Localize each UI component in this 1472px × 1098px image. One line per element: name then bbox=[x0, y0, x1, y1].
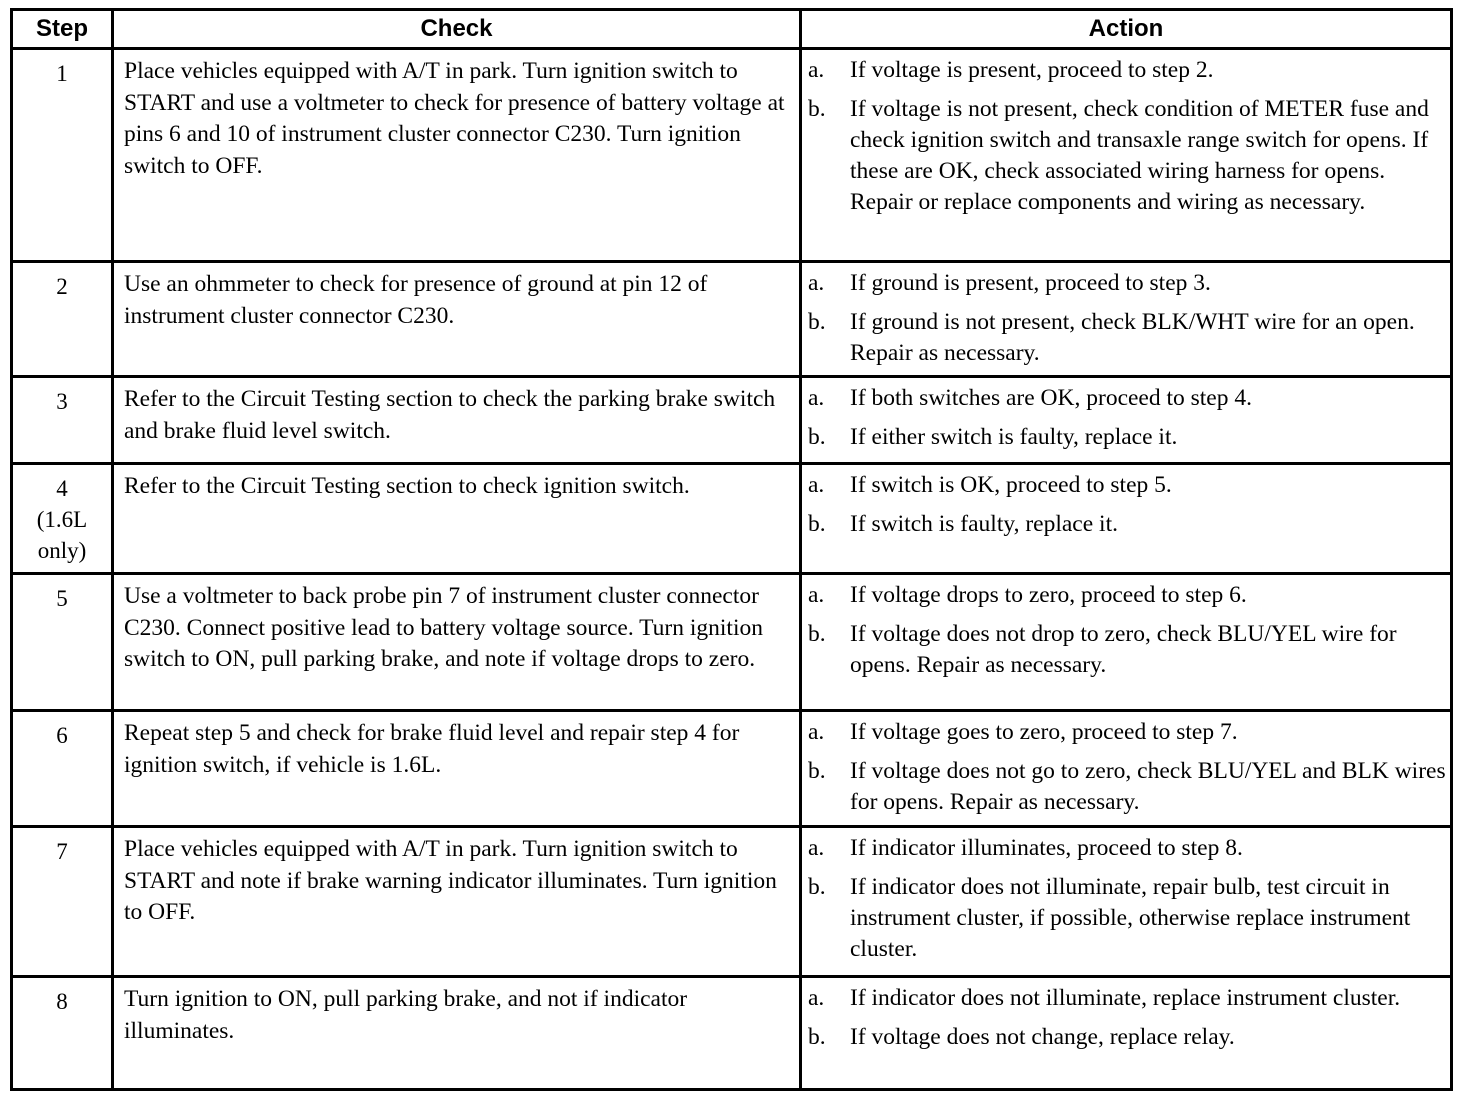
action-text: If voltage drops to zero, proceed to step 6. bbox=[850, 582, 1247, 608]
action-letter: b. bbox=[808, 511, 826, 537]
action-text: If voltage does not change, replace relay. bbox=[850, 1024, 1235, 1050]
action-item bbox=[808, 756, 1446, 818]
action-item bbox=[808, 983, 1446, 1014]
action-letter: b. bbox=[808, 621, 826, 647]
action-item bbox=[808, 717, 1446, 748]
action-text: If voltage is not present, check condition of METER fuse and check ignition switch and transaxle range switch for opens. If these are OK, check associated wiring harness for opens. Repair or replace components and wiring as necessary. bbox=[850, 96, 1429, 215]
action-item bbox=[808, 619, 1446, 681]
step-number: 4 (1.6L only) bbox=[12, 464, 113, 574]
action-text: If voltage does not go to zero, check BLU/YEL and BLK wires for opens. Repair as necessary. bbox=[850, 758, 1446, 815]
diagnostic-procedure-table bbox=[10, 8, 1453, 1091]
header-row bbox=[12, 10, 1452, 49]
table-row bbox=[12, 977, 1452, 1090]
action-letter: b. bbox=[808, 874, 826, 900]
action-item bbox=[808, 422, 1446, 453]
action-text: If either switch is faulty, replace it. bbox=[850, 424, 1178, 450]
check-text: Place vehicles equipped with A/T in park. Turn ignition switch to START and use a voltmeter to check for presence of battery voltage at pins 6 and 10 of instrument cluster connector C230. Turn ignition switch to OFF. bbox=[113, 49, 801, 262]
action-item bbox=[808, 509, 1446, 540]
action-text: If ground is present, proceed to step 3. bbox=[850, 270, 1211, 296]
check-text: Refer to the Circuit Testing section to check the parking brake switch and brake fluid level switch. bbox=[113, 377, 801, 464]
header-step: Step bbox=[12, 10, 113, 49]
table-row bbox=[12, 377, 1452, 464]
table-body bbox=[12, 49, 1452, 1090]
action-text: If voltage is present, proceed to step 2. bbox=[850, 57, 1214, 83]
action-letter: a. bbox=[808, 385, 825, 411]
step-number: 2 bbox=[12, 262, 113, 377]
action-letter: a. bbox=[808, 985, 825, 1011]
action-text: If voltage does not drop to zero, check BLU/YEL wire for opens. Repair as necessary. bbox=[850, 621, 1397, 678]
action-text: If switch is OK, proceed to step 5. bbox=[850, 472, 1172, 498]
table-row bbox=[12, 464, 1452, 574]
action-cell bbox=[801, 574, 1452, 711]
action-text: If both switches are OK, proceed to step 4. bbox=[850, 385, 1252, 411]
check-text: Place vehicles equipped with A/T in park. Turn ignition switch to START and note if brake warning indicator illuminates. Turn ignition to OFF. bbox=[113, 827, 801, 977]
action-text: If ground is not present, check BLK/WHT wire for an open. Repair as necessary. bbox=[850, 309, 1415, 366]
action-letter: a. bbox=[808, 835, 825, 861]
header-action: Action bbox=[801, 10, 1452, 49]
check-text: Repeat step 5 and check for brake fluid level and repair step 4 for ignition switch, if vehicle is 1.6L. bbox=[113, 711, 801, 827]
table-header bbox=[12, 10, 1452, 49]
action-letter: a. bbox=[808, 719, 825, 745]
action-cell bbox=[801, 49, 1452, 262]
action-item bbox=[808, 580, 1446, 611]
table-row bbox=[12, 262, 1452, 377]
check-text: Refer to the Circuit Testing section to check ignition switch. bbox=[113, 464, 801, 574]
step-number: 7 bbox=[12, 827, 113, 977]
action-text: If indicator does not illuminate, replace instrument cluster. bbox=[850, 985, 1401, 1011]
table-row bbox=[12, 827, 1452, 977]
header-check: Check bbox=[113, 10, 801, 49]
action-letter: b. bbox=[808, 1024, 826, 1050]
action-letter: b. bbox=[808, 309, 826, 335]
action-text: If voltage goes to zero, proceed to step 7. bbox=[850, 719, 1238, 745]
action-item bbox=[808, 872, 1446, 965]
check-text: Use an ohmmeter to check for presence of ground at pin 12 of instrument cluster connector C230. bbox=[113, 262, 801, 377]
action-item bbox=[808, 55, 1446, 86]
action-cell bbox=[801, 377, 1452, 464]
action-letter: b. bbox=[808, 758, 826, 784]
action-cell bbox=[801, 827, 1452, 977]
step-number: 8 bbox=[12, 977, 113, 1090]
step-number: 6 bbox=[12, 711, 113, 827]
action-letter: b. bbox=[808, 96, 826, 122]
table-row bbox=[12, 574, 1452, 711]
step-number: 3 bbox=[12, 377, 113, 464]
action-cell bbox=[801, 977, 1452, 1090]
table-row bbox=[12, 49, 1452, 262]
action-text: If indicator does not illuminate, repair bulb, test circuit in instrument cluster, if possible, otherwise replace instrument cluster. bbox=[850, 874, 1411, 962]
action-text: If indicator illuminates, proceed to step 8. bbox=[850, 835, 1243, 861]
check-text: Turn ignition to ON, pull parking brake, and not if indicator illuminates. bbox=[113, 977, 801, 1090]
action-item bbox=[808, 833, 1446, 864]
action-letter: b. bbox=[808, 424, 826, 450]
action-cell bbox=[801, 711, 1452, 827]
check-text: Use a voltmeter to back probe pin 7 of instrument cluster connector C230. Connect positive lead to battery voltage source. Turn ignition switch to ON, pull parking brake, and note if voltage drops to zero. bbox=[113, 574, 801, 711]
action-letter: a. bbox=[808, 582, 825, 608]
action-letter: a. bbox=[808, 270, 825, 296]
step-number: 5 bbox=[12, 574, 113, 711]
action-item bbox=[808, 94, 1446, 218]
step-number: 1 bbox=[12, 49, 113, 262]
action-item bbox=[808, 470, 1446, 501]
action-item bbox=[808, 1022, 1446, 1053]
action-cell bbox=[801, 262, 1452, 377]
action-item bbox=[808, 307, 1446, 369]
action-item bbox=[808, 268, 1446, 299]
table-row bbox=[12, 711, 1452, 827]
action-letter: a. bbox=[808, 472, 825, 498]
action-cell bbox=[801, 464, 1452, 574]
action-item bbox=[808, 383, 1446, 414]
action-text: If switch is faulty, replace it. bbox=[850, 511, 1118, 537]
action-letter: a. bbox=[808, 57, 825, 83]
